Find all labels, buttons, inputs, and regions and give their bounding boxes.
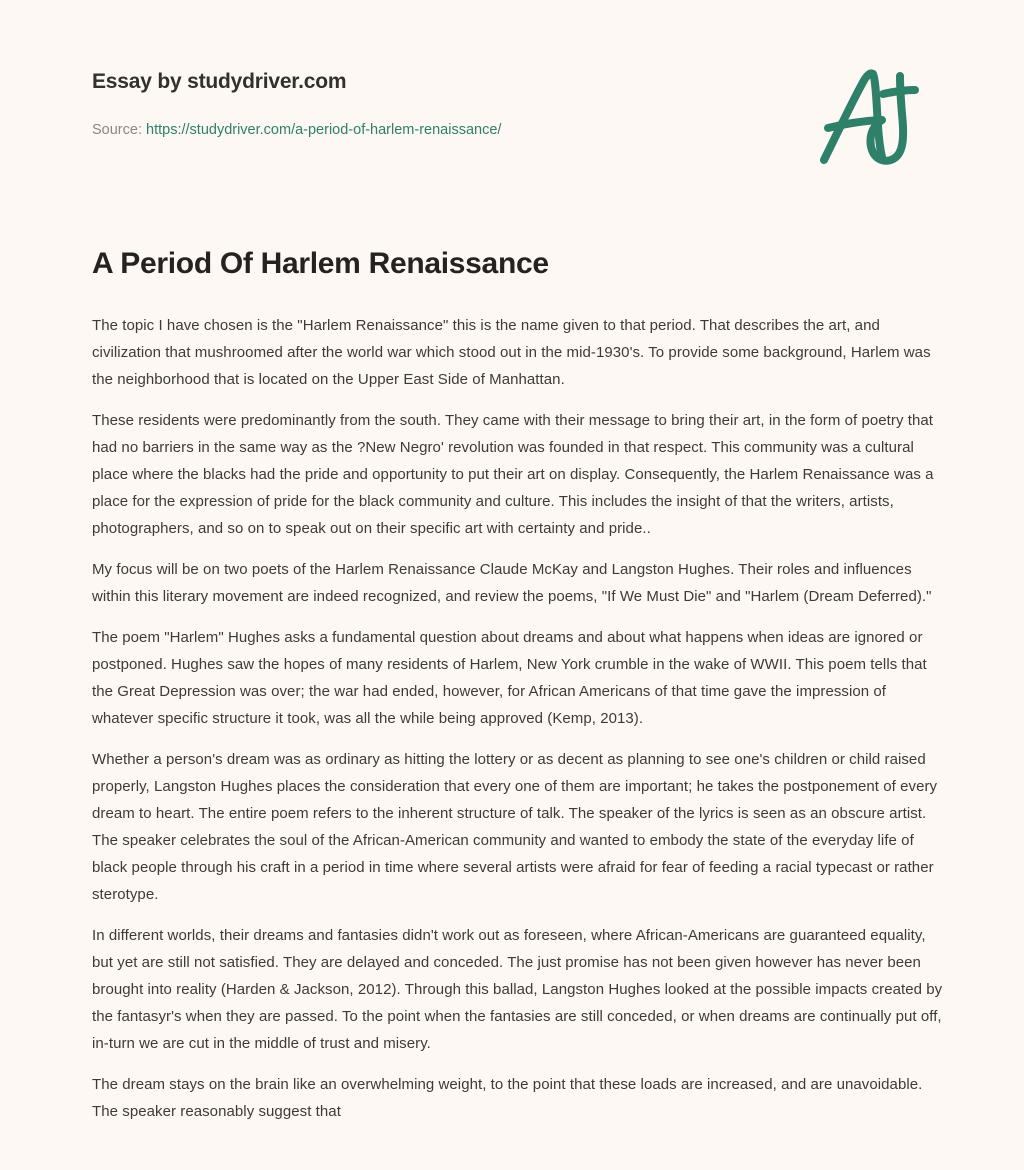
paragraph: The poem "Harlem" Hughes asks a fundamental question about dreams and about what happens when ideas are ignored or postponed. Hughes saw the hopes of many residents of Harlem, New York crumble in the wake of WWII. This poem tells that the Great Depression was over; the war had ended, however, for African Americans of that time gave the impression of whatever specific structure it took, was all the while being approved (Kemp, 2013). bbox=[92, 629, 927, 727]
source-url-link[interactable]: https://studydriver.com/a-period-of-harlem-renaissance/ bbox=[146, 122, 502, 138]
paragraph: Whether a person's dream was as ordinary as hitting the lottery or as decent as planning to see one's children or child raised properly, Langston Hughes places the consideration that every one of them are important; he takes the postponement of every dream to heart. The entire poem refers to the inherent structure of talk. The speaker of the lyrics is seen as an obscure artist. The speaker celebrates the soul of the African-American community and wanted to embody the state of the everyday life of black people through his craft in a period in time where several artists were afraid for fear of feeding a racial typecast or rather sterotype. bbox=[92, 751, 938, 903]
paragraph: My focus will be on two poets of the Harlem Renaissance Claude McKay and Langston Hughes. Their roles and influences within this literary movement are indeed recognized, and review the poems, "If We Must Die" and "Harlem (Dream Deferred)." bbox=[92, 561, 932, 605]
paragraph: The topic I have chosen is the "Harlem Renaissance" this is the name given to that period. That describes the art, and civilization that mushroomed after the world war which stood out in the mid-1930's. To provide some background, Harlem was the neighborhood that is located on the Upper East Side of Manhattan. bbox=[92, 317, 931, 388]
essay-article bbox=[92, 244, 944, 1125]
brand-title: Essay by studydriver.com bbox=[92, 70, 347, 93]
paragraph: The dream stays on the brain like an overwhelming weight, to the point that these loads are increased, and are unavoidable. The speaker reasonably suggest that bbox=[92, 1076, 923, 1120]
source-line bbox=[92, 120, 501, 140]
paragraph: These residents were predominantly from the south. They came with their message to bring their art, in the form of poetry that had no barriers in the same way as the ?New Negro' revolution was founded in that respect. This community was a cultural place where the blacks had the pride and opportunity to put their art on display. Consequently, the Harlem Renaissance was a place for the expression of pride for the black community and culture. This includes the insight of that the writers, artists, photographers, and so on to speak out on their specific art with certainty and pride.. bbox=[92, 412, 934, 537]
essay-body bbox=[92, 312, 944, 1125]
source-label: Source: bbox=[92, 122, 142, 138]
studydriver-logo[interactable] bbox=[812, 62, 930, 174]
page-header bbox=[0, 0, 1024, 196]
paragraph: In different worlds, their dreams and fantasies didn't work out as foreseen, where African-Americans are guaranteed equality, but yet are still not satisfied. They are delayed and conceded. The just promise has not been given however has never been brought into reality (Harden & Jackson, 2012). Through this ballad, Langston Hughes looked at the possible impacts created by the fantasyr's when they are passed. To the point when the fantasies are still conceded, or when dreams are continually put off, in-turn we are cut in the middle of trust and misery. bbox=[92, 927, 943, 1052]
page-title: A Period Of Harlem Renaissance bbox=[92, 247, 549, 280]
a-plus-logo-icon bbox=[812, 62, 930, 174]
